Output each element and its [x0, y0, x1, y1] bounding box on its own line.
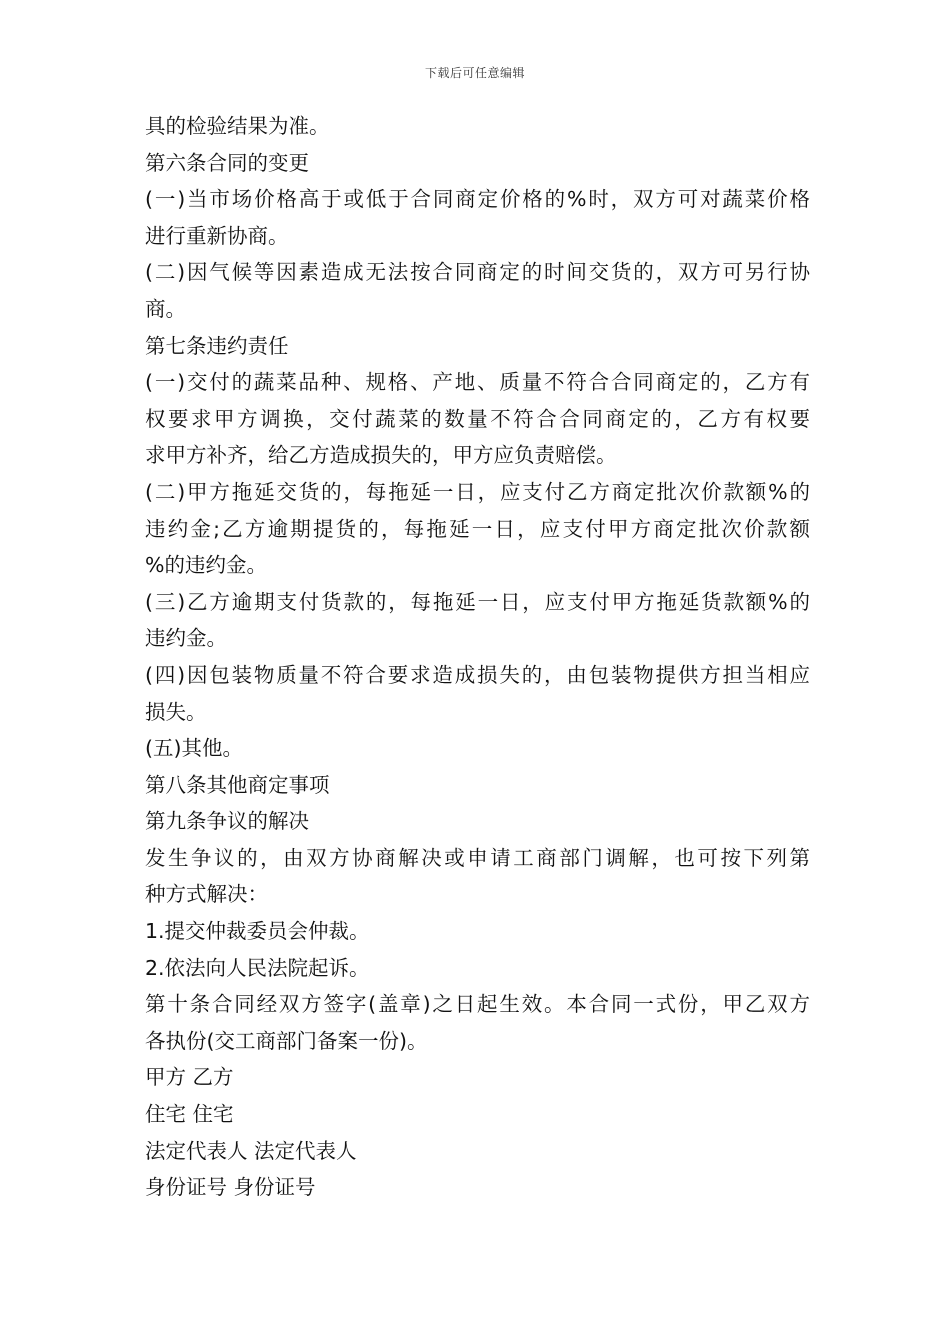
section-heading: 第八条其他商定事项	[145, 772, 330, 797]
text-line: (一)当市场价格高于或低于合同商定价格的%时，双方可对蔬菜价格	[145, 187, 810, 212]
signature-line: 身份证号 身份证号	[145, 1175, 316, 1200]
section-heading: 第九条争议的解决	[145, 809, 309, 834]
text-line: 商。	[145, 296, 186, 321]
text-line: (四)因包装物质量不符合要求造成损失的，由包装物提供方担当相应	[145, 662, 810, 687]
text-line: (二)因气候等因素造成无法按合同商定的时间交货的，双方可另行协	[145, 260, 810, 285]
text-line: (五)其他。	[145, 736, 243, 761]
text-line: 权要求甲方调换，交付蔬菜的数量不符合合同商定的，乙方有权要	[145, 406, 810, 431]
section-heading: 第七条违约责任	[145, 333, 289, 358]
text-line: 违约金。	[145, 626, 227, 651]
text-line: 进行重新协商。	[145, 223, 289, 248]
signature-line: 住宅 住宅	[145, 1102, 234, 1127]
signature-line: 法定代表人 法定代表人	[145, 1138, 357, 1163]
signature-line: 甲方 乙方	[145, 1065, 234, 1090]
text-line: 求甲方补齐，给乙方造成损失的，甲方应负责赔偿。	[145, 443, 617, 468]
text-line: (二)甲方拖延交货的，每拖延一日，应支付乙方商定批次价款额%的	[145, 479, 810, 504]
text-line: (三)乙方逾期支付货款的，每拖延一日，应支付甲方拖延货款额%的	[145, 589, 810, 614]
text-line: 种方式解决：	[145, 882, 268, 907]
text-line: %的违约金。	[145, 553, 267, 578]
text-line: 1.提交仲裁委员会仲裁。	[145, 919, 370, 944]
text-line: 2.依法向人民法院起诉。	[145, 955, 370, 980]
text-line: 违约金;乙方逾期提货的，每拖延一日，应支付甲方商定批次价款额	[145, 516, 810, 541]
text-line: 损失。	[145, 699, 207, 724]
section-heading: 第六条合同的变更	[145, 150, 309, 175]
page-header: 下载后可任意编辑	[424, 66, 525, 80]
document-body	[145, 108, 810, 1206]
text-line: 各执份(交工商部门备案一份)。	[145, 1028, 428, 1053]
text-line: (一)交付的蔬菜品种、规格、产地、质量不符合合同商定的，乙方有	[145, 370, 810, 395]
text-line: 发生争议的，由双方协商解决或申请工商部门调解，也可按下列第	[145, 845, 810, 870]
text-line: 具的检验结果为准。	[145, 114, 330, 138]
text-line: 第十条合同经双方签字(盖章)之日起生效。本合同一式份，甲乙双方	[145, 992, 810, 1017]
